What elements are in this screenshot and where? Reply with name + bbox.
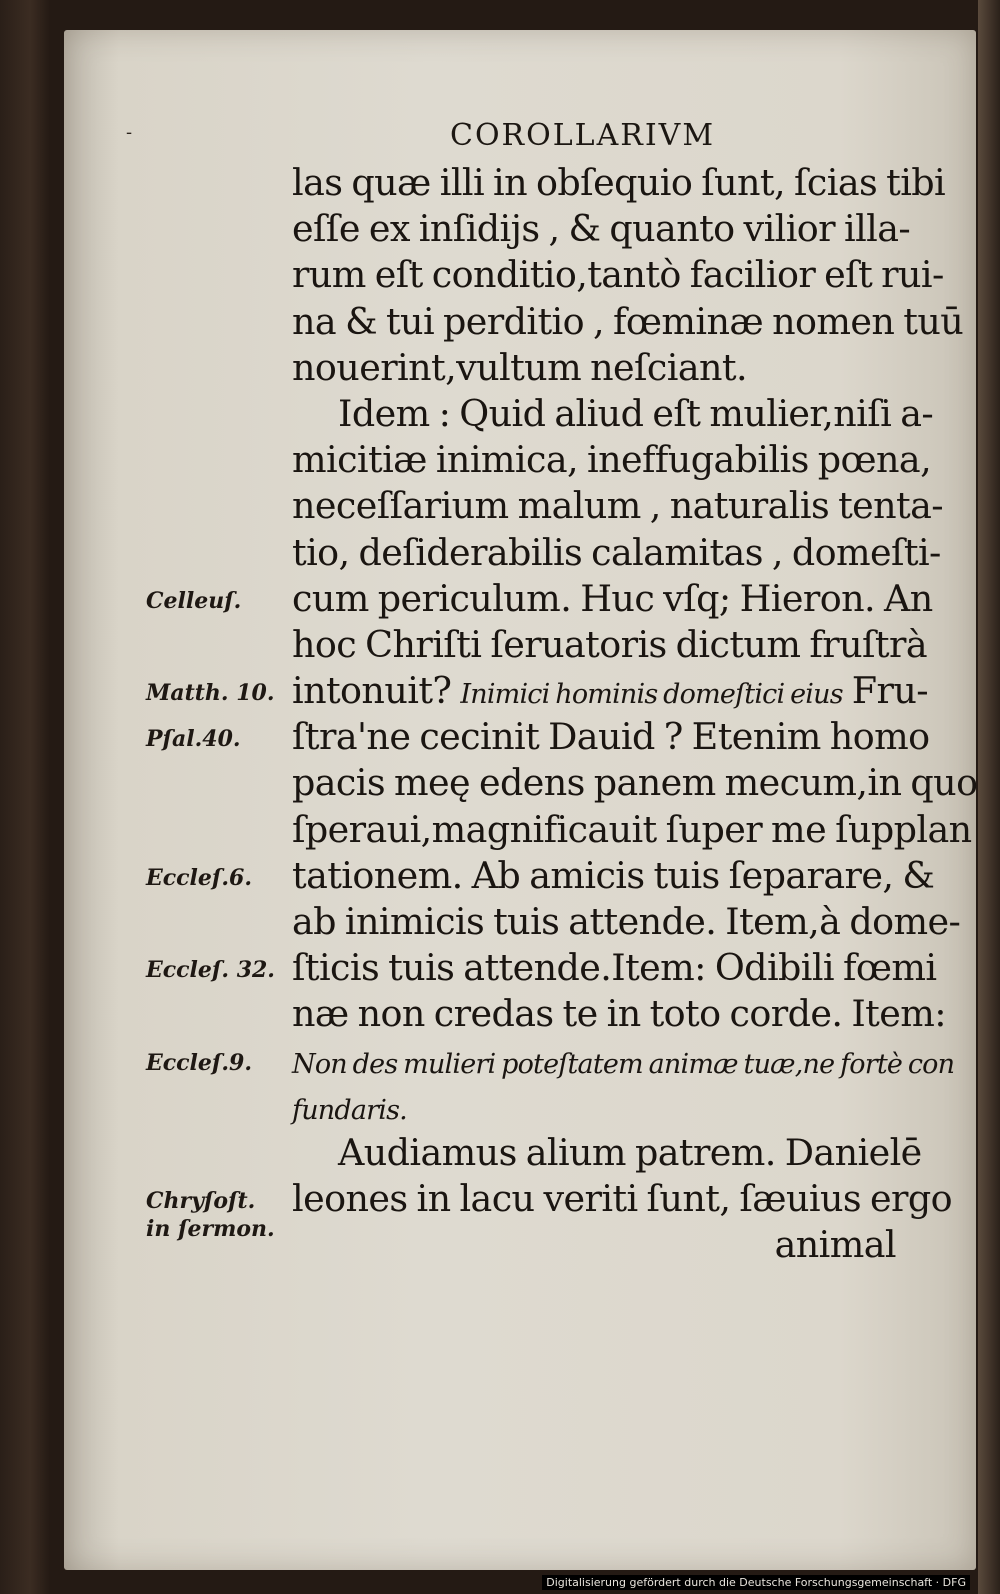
catchword: animal [774,1223,896,1267]
text-line: hoc Chriſti ſeruatoris dictum fruſtrà [292,622,927,666]
text-line: micitiæ inimica, ineffugabilis pœna, [292,438,932,482]
body-text [292,160,978,1269]
text-line: tio, deſiderabilis calamitas , domeſti- [292,530,941,574]
text-line: cum periculum. Huc vſq; Hieron. An [292,576,933,620]
digitization-footer: Digitalisierung gefördert durch die Deutsche Forschungsgemeinschaft · DFG [542,1575,970,1590]
margin-note: in ſermon. [146,1216,275,1243]
margin-note: Eccleſ.6. [146,865,253,891]
italic-quote: Non des mulieri poteſtatem animæ tuæ,ne fortè con [292,1048,955,1080]
italic-quote: fundaris. [292,1094,407,1126]
margin-note: Celleuſ. [146,587,242,614]
binding-edge [978,0,1000,1594]
italic-quote: Inimici hominis domeſtici eius [460,679,843,711]
margin-note: Matth. 10. [146,680,275,707]
text-line: las quæ illi in obſequio ſunt, ſcias tibi [292,161,946,204]
margin-note: Chryſoſt. [146,1188,256,1215]
text-line: eſſe ex inſidijs , & quanto vilior illa- [292,207,911,251]
text-line: leones in lacu veriti ſunt, ſæuius ergo [292,1177,952,1221]
text-line: Audiamus alium patrem. Danielē [338,1130,922,1174]
text-line: rum eſt conditio,tantò facilior eſt rui- [292,253,944,297]
text-line [292,668,928,714]
text-line: nouerint,vultum neſciant. [292,345,747,389]
running-head: COROLLARIVM [450,118,716,153]
text-line: næ non credas te in toto corde. Item: [292,992,946,1036]
text-line: pacis meę edens panem mecum,in quo [292,761,978,805]
text-line: ſtra'ne cecinit Dauid ? Etenim homo [292,715,930,759]
text-line: ſticis tuis attende.Item: Odibili fœmi [292,946,937,990]
text-line [292,1038,955,1084]
line-segment: Fru- [842,669,928,713]
margin-note: Pſal.40. [146,726,241,753]
margin-note: Eccleſ. 32. [146,957,275,984]
text-line: na & tui perditio , fœminæ nomen tuū [292,299,964,343]
text-line: neceſſarium malum , naturalis tenta- [292,484,944,528]
text-line [292,1084,912,1130]
text-line: tationem. Ab amicis tuis ſeparare, & [292,853,935,897]
margin-mark: - [126,122,133,143]
margin-note: Eccleſ.9. [146,1049,253,1076]
text-line: ſperaui,magnificauit ſuper me ſupplan [292,807,972,851]
text-line: ab inimicis tuis attende. Item,à dome- [292,900,961,943]
line-segment: intonuit? [292,669,461,713]
text-line: Idem : Quid aliud eſt mulier,niſi a- [338,391,934,435]
